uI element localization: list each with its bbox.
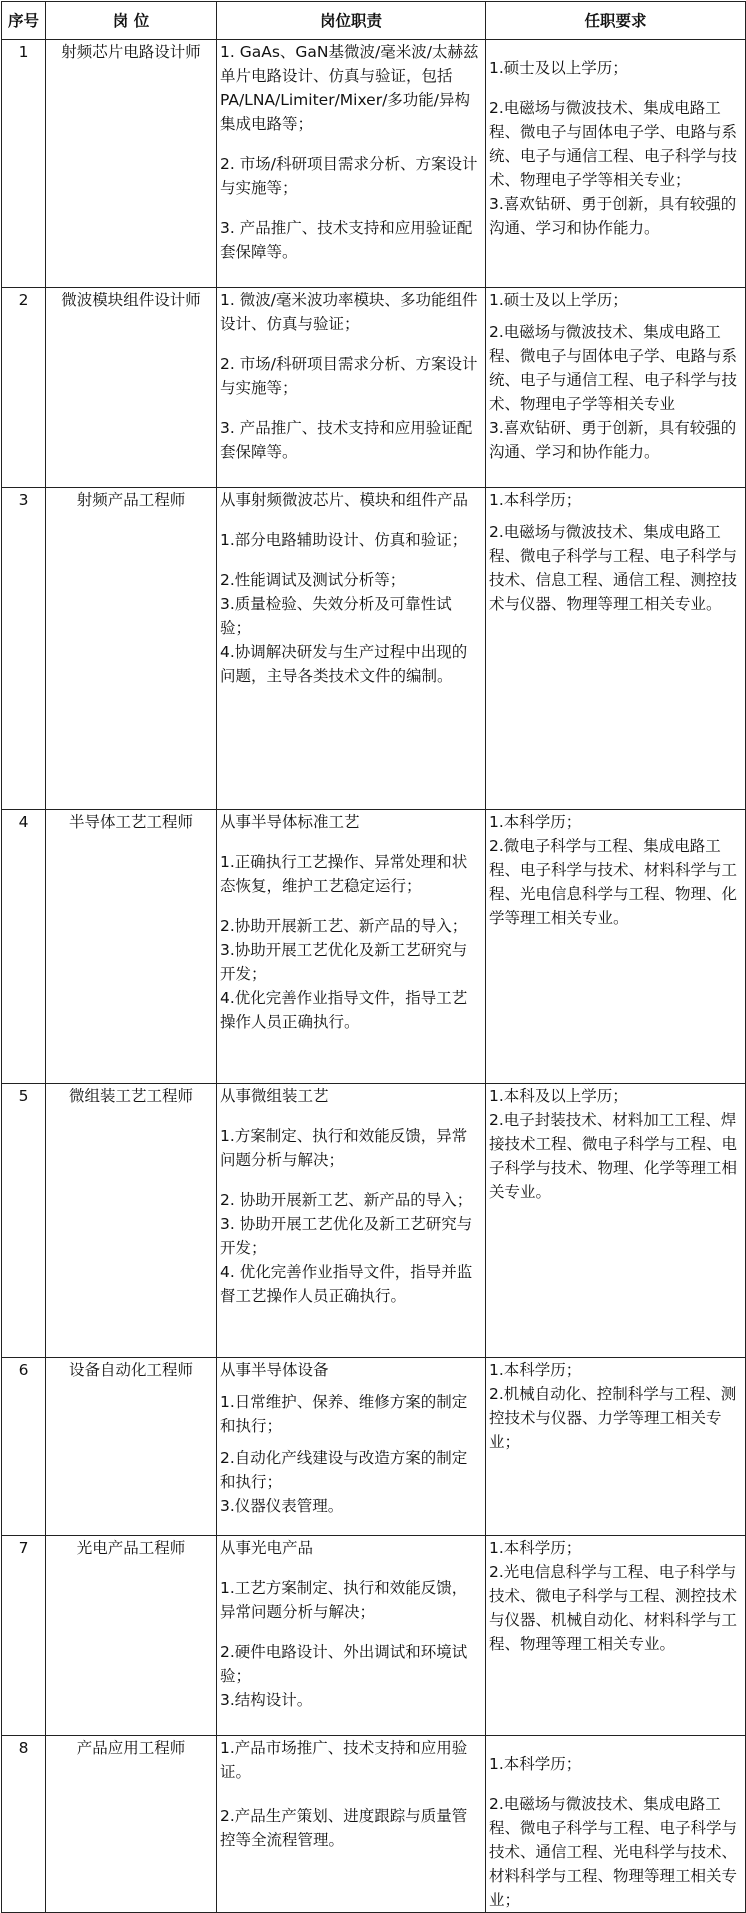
duty-line: 从事半导体标准工艺 [220,813,360,831]
requirements-cell [486,1736,746,1913]
row-number: 7 [2,1536,46,1736]
duty-line: 4.优化完善作业指导文件，指导工艺操作人员正确执行。 [220,989,468,1031]
duties-cell [217,810,486,1084]
row-number: 8 [2,1736,46,1913]
requirements-cell [486,1358,746,1536]
duties-cell [217,40,486,288]
duty-line: 1. 微波/毫米波功率模块、多功能组件设计、仿真与验证； [220,291,478,333]
duty-line: 从事射频微波芯片、模块和组件产品 [220,491,469,509]
requirement-line: 2.电磁场与微波技术、集成电路工程、微电子与固体电子学、电路与系统、电子与通信工程、电子科学与技术、物理电子学等相关专业 [489,323,738,413]
duty-line: 2.协助开展新工艺、新产品的导入； [220,917,468,935]
header-duties: 岗位职责 [217,2,486,40]
duty-line: 2.产品生产策划、进度跟踪与质量管控等全流程管理。 [220,1807,468,1849]
duty-line: 3.仪器仪表管理。 [220,1497,344,1515]
duty-line: 4.协调解决研发与生产过程中出现的问题，主导各类技术文件的编制。 [220,643,468,685]
job-table [1,1,746,1913]
position-title: 光电产品工程师 [46,1536,217,1736]
row-number: 6 [2,1358,46,1536]
duties-cell [217,1736,486,1913]
table-row [2,1084,746,1358]
requirement-line: 2.电磁场与微波技术、集成电路工程、微电子与固体电子学、电路与系统、电子与通信工程、电子科学与技术、物理电子学等相关专业； [489,99,738,189]
duty-line: 1.正确执行工艺操作、异常处理和状态恢复，维护工艺稳定运行； [220,853,468,895]
duty-line: 从事光电产品 [220,1539,314,1557]
duties-cell [217,1536,486,1736]
requirement-line: 3.喜欢钻研、勇于创新，具有较强的沟通、学习和协作能力。 [489,419,737,461]
requirements-cell [486,488,746,810]
requirement-line: 2.电磁场与微波技术、集成电路工程、微电子科学与工程、电子科学与技术、通信工程、光电科学与技术、材料科学与工程、物理等理工相关专业； [489,1795,738,1909]
header-position: 岗 位 [46,2,217,40]
duties-cell [217,288,486,488]
requirement-line: 2.光电信息科学与工程、电子科学与技术、微电子科学与工程、测控技术与仪器、机械自动化、材料科学与工程、物理等理工相关专业。 [489,1563,738,1653]
table-row [2,1358,746,1536]
duty-line: 1.工艺方案制定、执行和效能反馈，异常问题分析与解决； [220,1579,468,1621]
header-row [2,2,746,40]
row-number: 4 [2,810,46,1084]
duty-line: 1. GaAs、GaN基微波/毫米波/太赫兹单片电路设计、仿真与验证，包括PA/LNA/Limiter/Mixer/多功能/异构集成电路等； [220,43,479,133]
table-row [2,40,746,288]
duty-line: 3.协助开展工艺优化及新工艺研究与开发； [220,941,468,983]
duty-line: 3. 产品推广、技术支持和应用验证配套保障等。 [220,219,473,261]
requirements-cell [486,810,746,1084]
requirement-line: 1.本科学历； [489,1755,582,1773]
requirement-line: 2.电磁场与微波技术、集成电路工程、微电子科学与工程、电子科学与技术、信息工程、通信工程、测控技术与仪器、物理等理工相关专业。 [489,523,738,613]
duty-line: 从事微组装工艺 [220,1087,329,1105]
duty-line: 1.方案制定、执行和效能反馈，异常问题分析与解决； [220,1127,468,1169]
requirements-cell [486,288,746,488]
duty-line: 2.性能调试及测试分析等； [220,571,406,589]
requirements-cell [486,1084,746,1358]
duty-line: 4. 优化完善作业指导文件，指导并监督工艺操作人员正确执行。 [220,1263,473,1305]
position-title: 半导体工艺工程师 [46,810,217,1084]
requirements-cell [486,40,746,288]
table-row [2,810,746,1084]
requirement-line: 1.本科学历； [489,1361,582,1379]
requirement-line: 1.硕士及以上学历； [489,59,628,77]
duty-line: 3.质量检验、失效分析及可靠性试验； [220,595,452,637]
header-no: 序号 [2,2,46,40]
requirement-line: 1.本科学历； [489,491,582,509]
position-title: 设备自动化工程师 [46,1358,217,1536]
table-row [2,288,746,488]
duty-line: 2.自动化产线建设与改造方案的制定和执行； [220,1449,468,1491]
requirement-line: 1.硕士及以上学历； [489,291,628,309]
position-title: 射频产品工程师 [46,488,217,810]
position-title: 产品应用工程师 [46,1736,217,1913]
duty-line: 2.硬件电路设计、外出调试和环境试验； [220,1643,468,1685]
position-title: 微组装工艺工程师 [46,1084,217,1358]
duties-cell [217,1084,486,1358]
requirement-line: 3.喜欢钻研、勇于创新，具有较强的沟通、学习和协作能力。 [489,195,737,237]
duty-line: 2. 市场/科研项目需求分析、方案设计与实施等； [220,355,478,397]
requirement-line: 1.本科学历； [489,1539,582,1557]
table-row [2,1736,746,1913]
duties-cell [217,488,486,810]
duty-line: 3.结构设计。 [220,1691,313,1709]
duty-line: 1.部分电路辅助设计、仿真和验证； [220,531,468,549]
requirement-line: 2.微电子科学与工程、集成电路工程、电子科学与技术、材料科学与工程、光电信息科学与工程、物理、化学等理工相关专业。 [489,837,738,927]
requirements-cell [486,1536,746,1736]
duty-line: 1.日常维护、保养、维修方案的制定和执行； [220,1393,468,1435]
table-row [2,1536,746,1736]
position-title: 微波模块组件设计师 [46,288,217,488]
row-number: 2 [2,288,46,488]
duty-line: 1.产品市场推广、技术支持和应用验证。 [220,1739,468,1781]
row-number: 1 [2,40,46,288]
duty-line: 3. 协助开展工艺优化及新工艺研究与开发； [220,1215,473,1257]
requirement-line: 1.本科及以上学历； [489,1087,628,1105]
requirement-line: 2.机械自动化、控制科学与工程、测控技术与仪器、力学等理工相关专业； [489,1385,737,1451]
header-requirements: 任职要求 [486,2,746,40]
row-number: 5 [2,1084,46,1358]
position-title: 射频芯片电路设计师 [46,40,217,288]
table-row [2,488,746,810]
duties-cell [217,1358,486,1536]
duty-line: 2. 市场/科研项目需求分析、方案设计与实施等； [220,155,478,197]
requirement-line: 1.本科学历； [489,813,582,831]
duty-line: 2. 协助开展新工艺、新产品的导入； [220,1191,473,1209]
row-number: 3 [2,488,46,810]
requirement-line: 2.电子封装技术、材料加工工程、焊接技术工程、微电子科学与工程、电子科学与技术、物理、化学等理工相关专业。 [489,1111,738,1201]
duty-line: 3. 产品推广、技术支持和应用验证配套保障等。 [220,419,473,461]
duty-line: 从事半导体设备 [220,1361,329,1379]
